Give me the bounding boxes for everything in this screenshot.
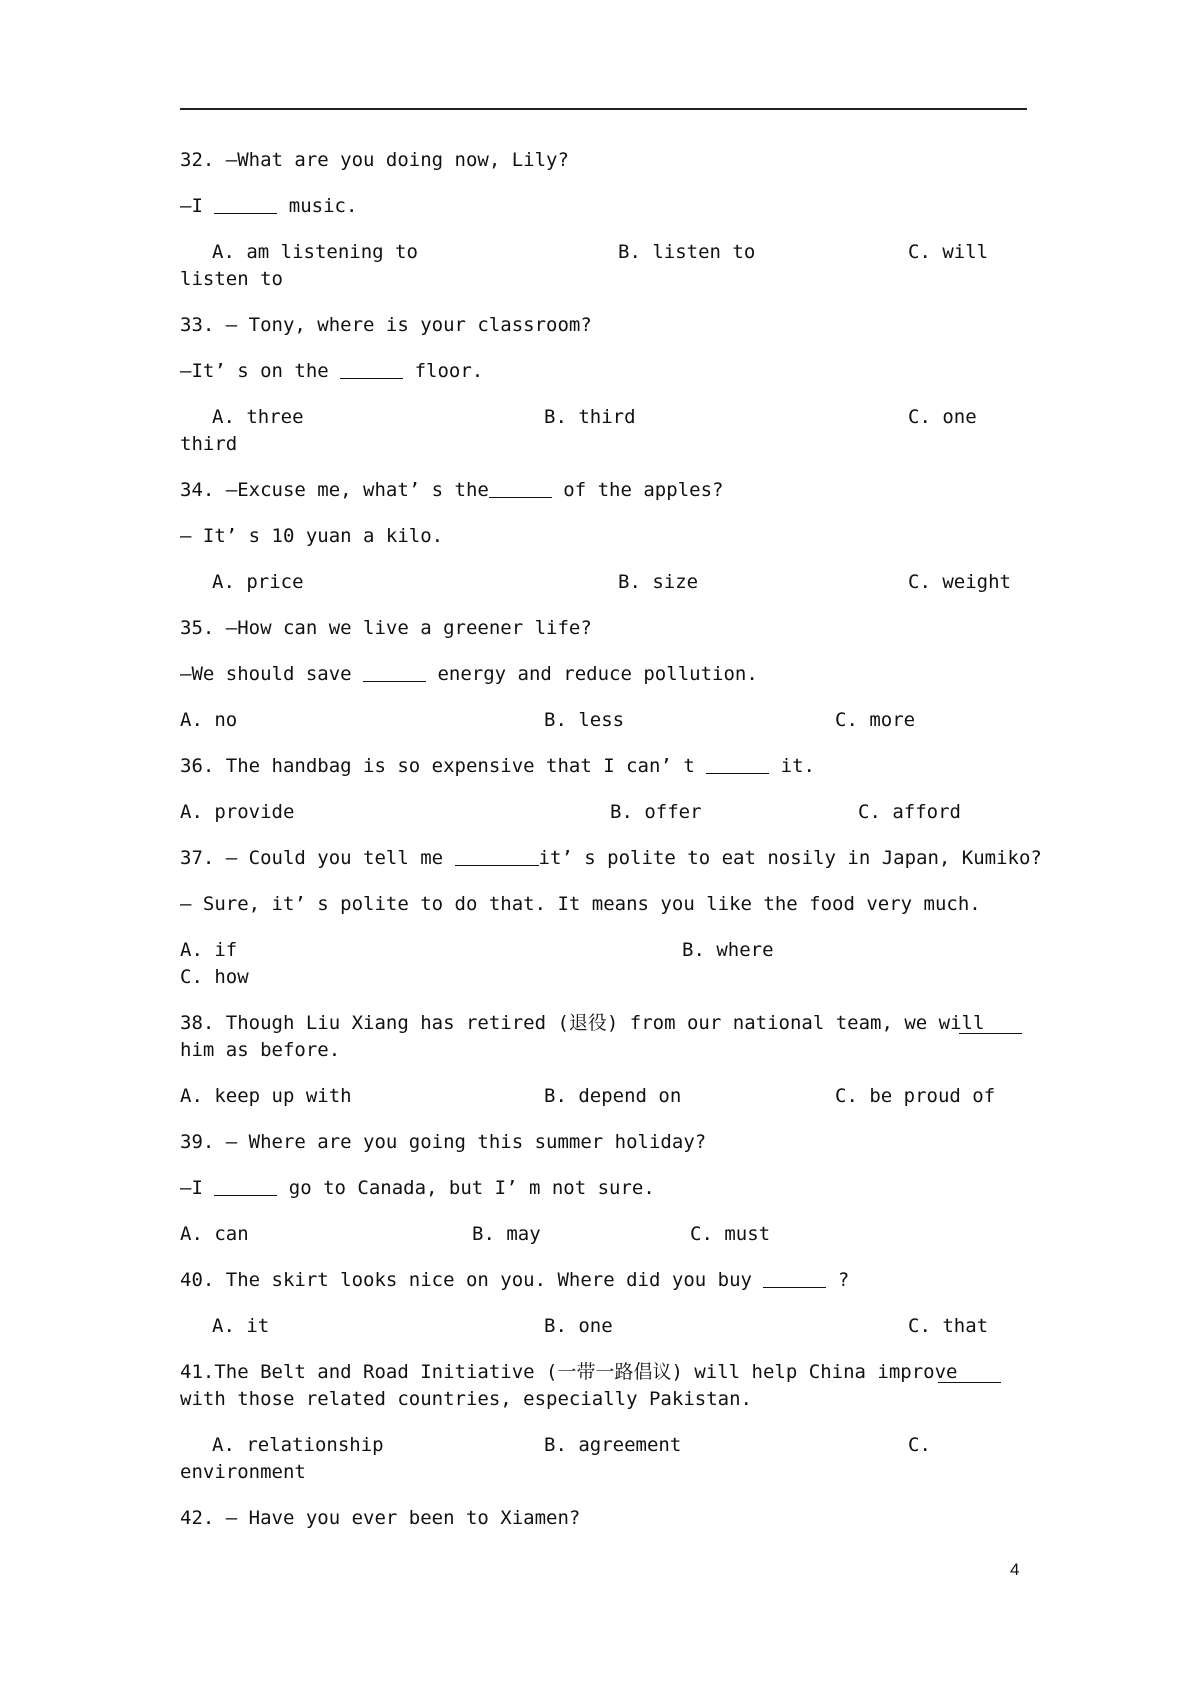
q33-reply [180, 357, 483, 385]
answer-blank [763, 1267, 826, 1288]
q36-stem-post: it. [769, 755, 815, 777]
q34-option-b: B. size [618, 571, 699, 593]
q39-stem: 39. — Where are you going this summer holiday? [180, 1131, 707, 1153]
q32-reply-post: music. [277, 195, 358, 217]
q33-reply-post: floor. [403, 360, 484, 382]
q39-reply [180, 1174, 655, 1202]
answer-blank [489, 477, 552, 498]
q33-stem: 33. — Tony, where is your classroom? [180, 314, 592, 336]
q34-stem-post: of the apples? [551, 479, 724, 501]
q32-option-c-continued: listen to [180, 268, 283, 290]
q38-stem: 38. Though Liu Xiang has retired (退役) from our national team, we will [180, 1012, 985, 1034]
q40-option-b: B. one [544, 1315, 613, 1337]
answer-blank [455, 845, 539, 866]
q37-stem-pre: 37. — Could you tell me [180, 847, 455, 869]
answer-blank [214, 1175, 277, 1196]
q32-reply [180, 192, 357, 220]
answer-blank [959, 1013, 1022, 1034]
q39-option-c: C. must [690, 1223, 771, 1245]
q34-stem-pre: 34. —Excuse me, what’ s the [180, 479, 489, 501]
q40-stem [180, 1266, 849, 1294]
q33-option-b: B. third [544, 406, 636, 428]
q41-stem: 41.The Belt and Road Initiative (一带一路倡议) will help China improve [180, 1361, 958, 1383]
q36-stem-pre: 36. The handbag is so expensive that I can’ t [180, 755, 707, 777]
q38-option-a: A. keep up with [180, 1085, 352, 1107]
q35-option-a: A. no [180, 709, 238, 731]
q37-option-c: C. how [180, 966, 249, 988]
q39-option-b: B. may [472, 1223, 541, 1245]
q36-option-c: C. afford [858, 801, 961, 823]
q37-stem-post: it’ s polite to eat nosily in Japan, Kumiko? [538, 847, 1042, 869]
q38-stem-continued: him as before. [180, 1039, 341, 1061]
q35-reply-post: energy and reduce pollution. [426, 663, 758, 685]
q40-stem-post: ? [826, 1269, 850, 1291]
q38-option-b: B. depend on [544, 1085, 682, 1107]
header-rule [180, 108, 1027, 110]
q33-option-a: A. three [212, 406, 304, 428]
q34-stem [180, 476, 723, 504]
q32-option-c: C. will [908, 241, 989, 263]
q40-stem-pre: 40. The skirt looks nice on you. Where did you buy [180, 1269, 764, 1291]
q35-stem: 35. —How can we live a greener life? [180, 617, 592, 639]
q37-option-a: A. if [180, 939, 238, 961]
q40-option-c: C. that [908, 1315, 989, 1337]
answer-blank [214, 193, 277, 214]
q32-stem: 32. —What are you doing now, Lily? [180, 149, 569, 171]
q34-option-c: C. weight [908, 571, 1011, 593]
q41-option-c-continued: environment [180, 1461, 306, 1483]
page-number: 4 [1010, 1560, 1020, 1579]
answer-blank [363, 661, 426, 682]
q37-reply: — Sure, it’ s polite to do that. It means you like the food very much. [180, 893, 981, 915]
answer-blank [706, 753, 769, 774]
q39-reply-pre: —I [180, 1177, 215, 1199]
q35-reply-pre: —We should save [180, 663, 364, 685]
q34-reply: — It’ s 10 yuan a kilo. [180, 525, 444, 547]
answer-blank [340, 358, 403, 379]
q36-option-a: A. provide [180, 801, 295, 823]
q41-option-a: A. relationship [212, 1434, 384, 1456]
q36-stem [180, 752, 815, 780]
q32-option-a: A. am listening to [212, 241, 418, 263]
q33-reply-pre: —It’ s on the [180, 360, 341, 382]
q35-option-c: C. more [835, 709, 916, 731]
q33-option-c: C. one [908, 406, 977, 428]
q41-option-c: C. [908, 1434, 931, 1456]
q40-option-a: A. it [212, 1315, 270, 1337]
q32-reply-pre: —I [180, 195, 215, 217]
q42-stem: 42. — Have you ever been to Xiamen? [180, 1507, 581, 1529]
q39-option-a: A. can [180, 1223, 249, 1245]
q35-reply [180, 660, 758, 688]
q35-option-b: B. less [544, 709, 625, 731]
q32-option-b: B. listen to [618, 241, 756, 263]
q34-option-a: A. price [212, 571, 304, 593]
q38-option-c: C. be proud of [835, 1085, 996, 1107]
q37-option-b: B. where [682, 939, 774, 961]
q36-option-b: B. offer [610, 801, 702, 823]
q33-option-c-continued: third [180, 433, 238, 455]
q39-reply-post: go to Canada, but I’ m not sure. [277, 1177, 655, 1199]
answer-blank [938, 1362, 1001, 1383]
q41-option-b: B. agreement [544, 1434, 682, 1456]
q37-stem [180, 844, 1042, 872]
q41-stem-continued: with those related countries, especially Pakistan. [180, 1388, 752, 1410]
